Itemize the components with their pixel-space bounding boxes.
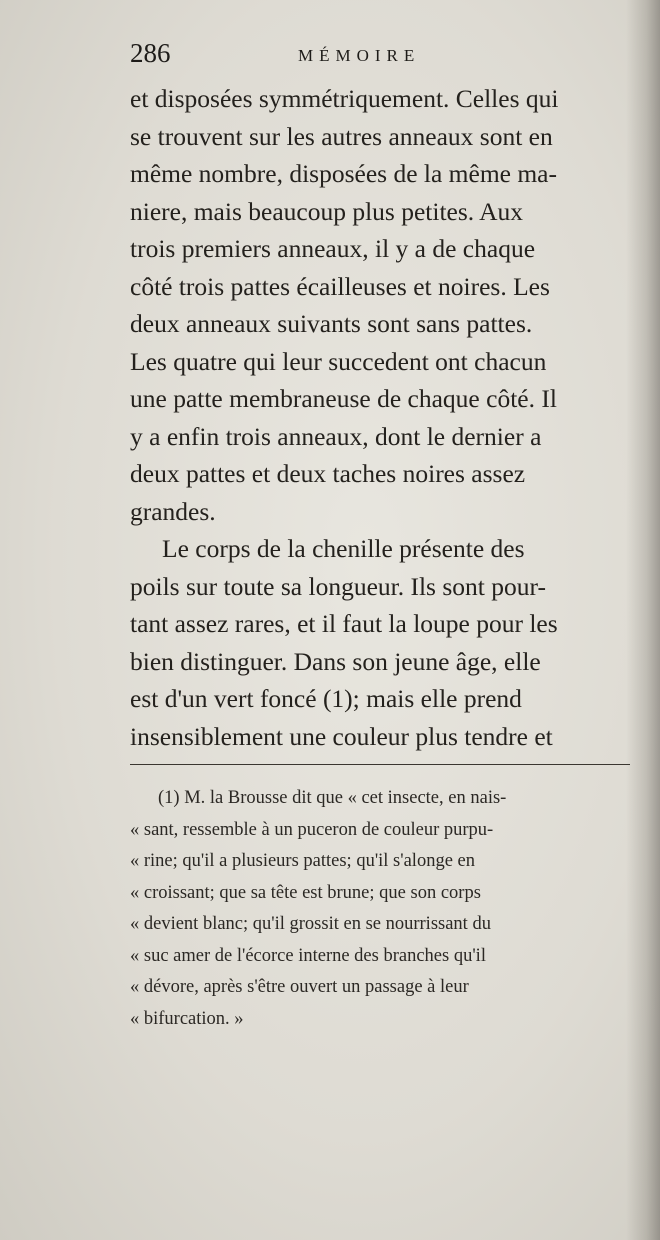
body-line: deux anneaux suivants sont sans pattes.: [130, 309, 533, 338]
paragraph-start-line: Le corps de la chenille présente des: [162, 534, 525, 563]
footnote-line: « dévore, après s'être ouvert un passage à leur: [130, 977, 469, 997]
footnote-line: (1) M. la Brousse dit que « cet insecte, en nais-: [158, 788, 507, 808]
footnote: [130, 783, 630, 1035]
page-gutter-shadow: [626, 0, 660, 1240]
running-title: MÉMOIRE: [298, 46, 421, 65]
body-line: est d'un vert foncé (1); mais elle prend: [130, 684, 522, 713]
body-line: niere, mais beaucoup plus petites. Aux: [130, 196, 524, 226]
body-line: même nombre, disposées de la même ma-: [130, 159, 557, 188]
body-line: bien distinguer. Dans son jeune âge, elle: [130, 646, 541, 676]
footnote-line: « rine; qu'il a plusieurs pattes; qu'il s'alonge en: [130, 851, 475, 871]
body-line: poils sur toute sa longueur. Ils sont pour-: [130, 571, 546, 601]
footnote-line: « devient blanc; qu'il grossit en se nourrissant du: [130, 914, 491, 934]
footnote-line: « croissant; que sa tête est brune; que son corps: [130, 882, 481, 903]
body-text: [130, 80, 630, 755]
body-line: y a enfin trois anneaux, dont le dernier a: [130, 421, 542, 451]
footnote-line: « bifurcation. »: [130, 1008, 244, 1029]
body-line: côté trois pattes écailleuses et noires. Les: [130, 271, 550, 301]
body-line: trois premiers anneaux, il y a de chaque: [130, 234, 536, 263]
body-line: grandes.: [130, 496, 216, 526]
page-header: [130, 38, 610, 78]
body-line: tant assez rares, et il faut la loupe pour les: [130, 609, 558, 638]
body-line: deux pattes et deux taches noires assez: [130, 459, 526, 488]
footnote-line: « sant, ressemble à un puceron de couleur purpu-: [130, 819, 494, 840]
body-line: et disposées symmétriquement. Celles qui: [130, 84, 559, 113]
footnote-rule: [130, 764, 630, 765]
body-line: insensiblement une couleur plus tendre et: [130, 721, 553, 751]
body-line: Les quatre qui leur succedent ont chacun: [130, 346, 547, 376]
page-number: 286: [130, 38, 171, 68]
body-line: une patte membraneuse de chaque côté. Il: [130, 384, 557, 413]
footnote-line: « suc amer de l'écorce interne des branches qu'il: [130, 945, 486, 966]
body-line: se trouvent sur les autres anneaux sont en: [130, 121, 553, 151]
